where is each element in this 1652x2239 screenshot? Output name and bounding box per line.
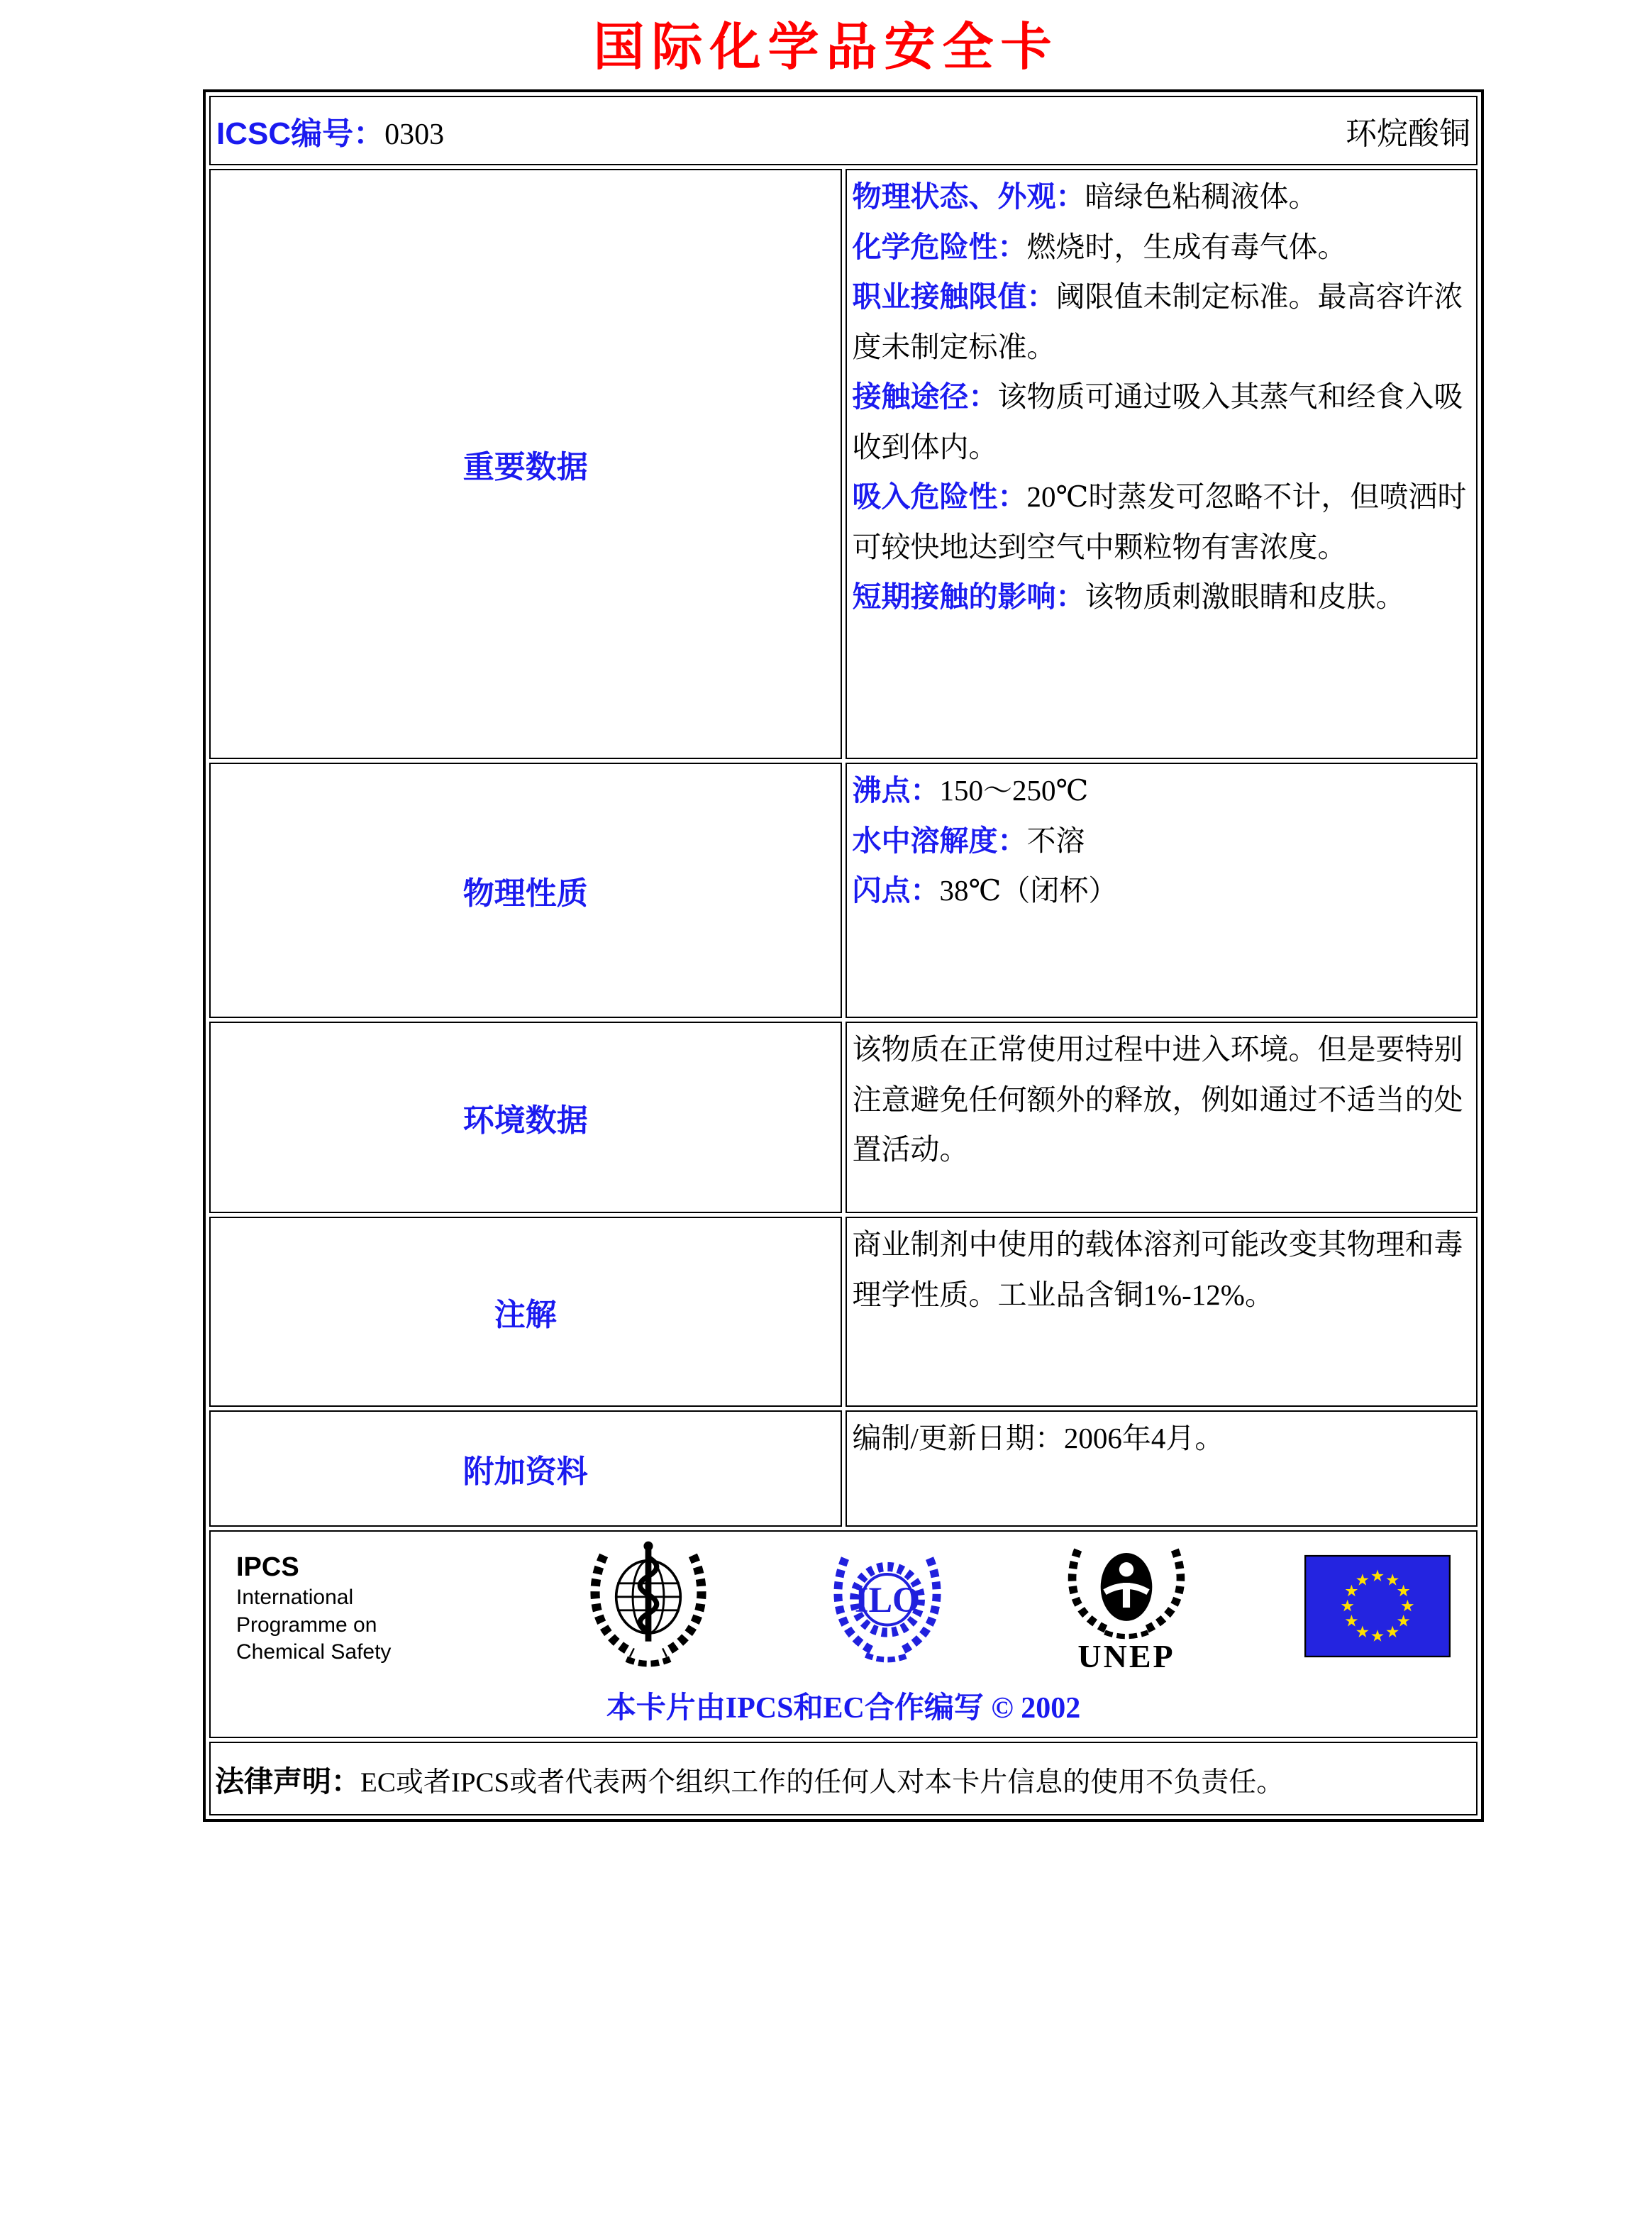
item-key: 接触途径：	[852, 380, 998, 414]
legal-row	[209, 1742, 1478, 1815]
section-label-notes: 注解	[209, 1217, 842, 1407]
item-value: 不溶	[1026, 824, 1085, 857]
item-key: 水中溶解度：	[852, 824, 1027, 857]
item-key: 物理状态、外观：	[852, 180, 1085, 213]
icsc-card-table	[203, 89, 1484, 1822]
caption-text: 本卡片由IPCS和EC合作编写	[606, 1692, 984, 1725]
additional-info-row	[209, 1410, 1478, 1527]
ilo-logo-icon	[826, 1545, 948, 1671]
environmental-data-row	[209, 1022, 1478, 1213]
ipcs-line2: Programme on	[236, 1613, 377, 1637]
header-row	[209, 96, 1478, 165]
ipcs-line3: Chemical Safety	[236, 1640, 392, 1664]
ipcs-wordmark	[236, 1550, 470, 1666]
item-value: 暗绿色粘稠液体。	[1085, 180, 1318, 213]
physical-properties-row	[209, 763, 1478, 1018]
item-value: 阈限值未制定标准。最高容许浓度未制定标准。	[852, 280, 1463, 363]
legal-cell	[209, 1742, 1478, 1815]
notes-content	[846, 1217, 1478, 1407]
physical-property-item	[853, 816, 1471, 866]
important-data-item	[853, 172, 1471, 222]
unep-label: UNEP	[1077, 1637, 1175, 1674]
important-data-item	[853, 472, 1471, 572]
section-label-important-data: 重要数据	[209, 169, 842, 759]
item-key: 短期接触的影响：	[852, 580, 1085, 614]
additional-info-text	[853, 1413, 1471, 1464]
item-value: 该物质刺激眼睛和皮肤。	[1085, 580, 1405, 614]
important-data-item	[853, 222, 1471, 272]
icsc-number-value: 0303	[384, 118, 445, 151]
environmental-data-text: 该物质在正常使用过程中进入环境。但是要特别注意避免任何额外的释放，例如通过不适当的处置活动。	[852, 1033, 1463, 1166]
item-value: 燃烧时，生成有毒气体。	[1026, 230, 1347, 263]
item-value: 2006年4月。	[1063, 1422, 1224, 1454]
legal-text: EC或者IPCS或者代表两个组织工作的任何人对本卡片信息的使用不负责任。	[360, 1767, 1285, 1798]
icsc-number-label: ICSC编号：	[216, 116, 385, 151]
eu-flag-icon	[1304, 1554, 1451, 1662]
unep-logo-icon	[1059, 1542, 1194, 1675]
item-key: 编制/更新日期：	[852, 1422, 1064, 1454]
important-data-item	[853, 572, 1471, 622]
page-title: 国际化学品安全卡	[593, 19, 1059, 76]
item-key: 闪点：	[852, 874, 940, 907]
cooperation-caption	[218, 1684, 1469, 1727]
item-key: 化学危险性：	[852, 230, 1027, 263]
item-value: 150～250℃	[939, 774, 1089, 807]
item-value: 20℃时蒸发可忽略不计，但喷洒时可较快地达到空气中颗粒物有害浓度。	[852, 480, 1467, 563]
who-logo-icon	[581, 1539, 716, 1677]
environmental-data-content	[846, 1022, 1478, 1213]
section-label-physical-properties: 物理性质	[209, 763, 842, 1018]
copyright-text: © 2002	[991, 1692, 1081, 1725]
important-data-item	[853, 272, 1471, 372]
item-value: 该物质可通过吸入其蒸气和经食入吸收到体内。	[852, 380, 1463, 463]
item-key: 职业接触限值：	[852, 280, 1056, 314]
icsc-number	[216, 108, 444, 153]
chemical-name: 环烷酸铜	[1346, 116, 1470, 151]
legal-label: 法律声明：	[215, 1764, 360, 1798]
additional-info-content	[846, 1410, 1478, 1527]
item-key: 吸入危险性：	[852, 480, 1027, 514]
ipcs-line1: International	[236, 1586, 354, 1610]
logos-cell	[209, 1530, 1478, 1738]
notes-row	[209, 1217, 1478, 1407]
section-label-additional-info: 附加资料	[209, 1410, 842, 1527]
logos-row	[209, 1530, 1478, 1738]
header-cell	[209, 96, 1478, 165]
ilo-letters: ILO	[854, 1579, 921, 1620]
section-label-environmental-data: 环境数据	[209, 1022, 842, 1213]
item-value: 38℃（闭杯）	[939, 874, 1118, 907]
important-data-item	[853, 372, 1471, 472]
physical-properties-content	[846, 763, 1478, 1018]
physical-property-item	[853, 765, 1471, 816]
item-key: 沸点：	[852, 774, 940, 807]
important-data-content	[846, 169, 1478, 759]
notes-text: 商业制剂中使用的载体溶剂可能改变其物理和毒理学性质。工业品含铜1%-12%。	[852, 1228, 1463, 1311]
ipcs-acronym: IPCS	[236, 1552, 299, 1582]
important-data-row	[209, 169, 1478, 759]
physical-property-item	[853, 866, 1471, 916]
